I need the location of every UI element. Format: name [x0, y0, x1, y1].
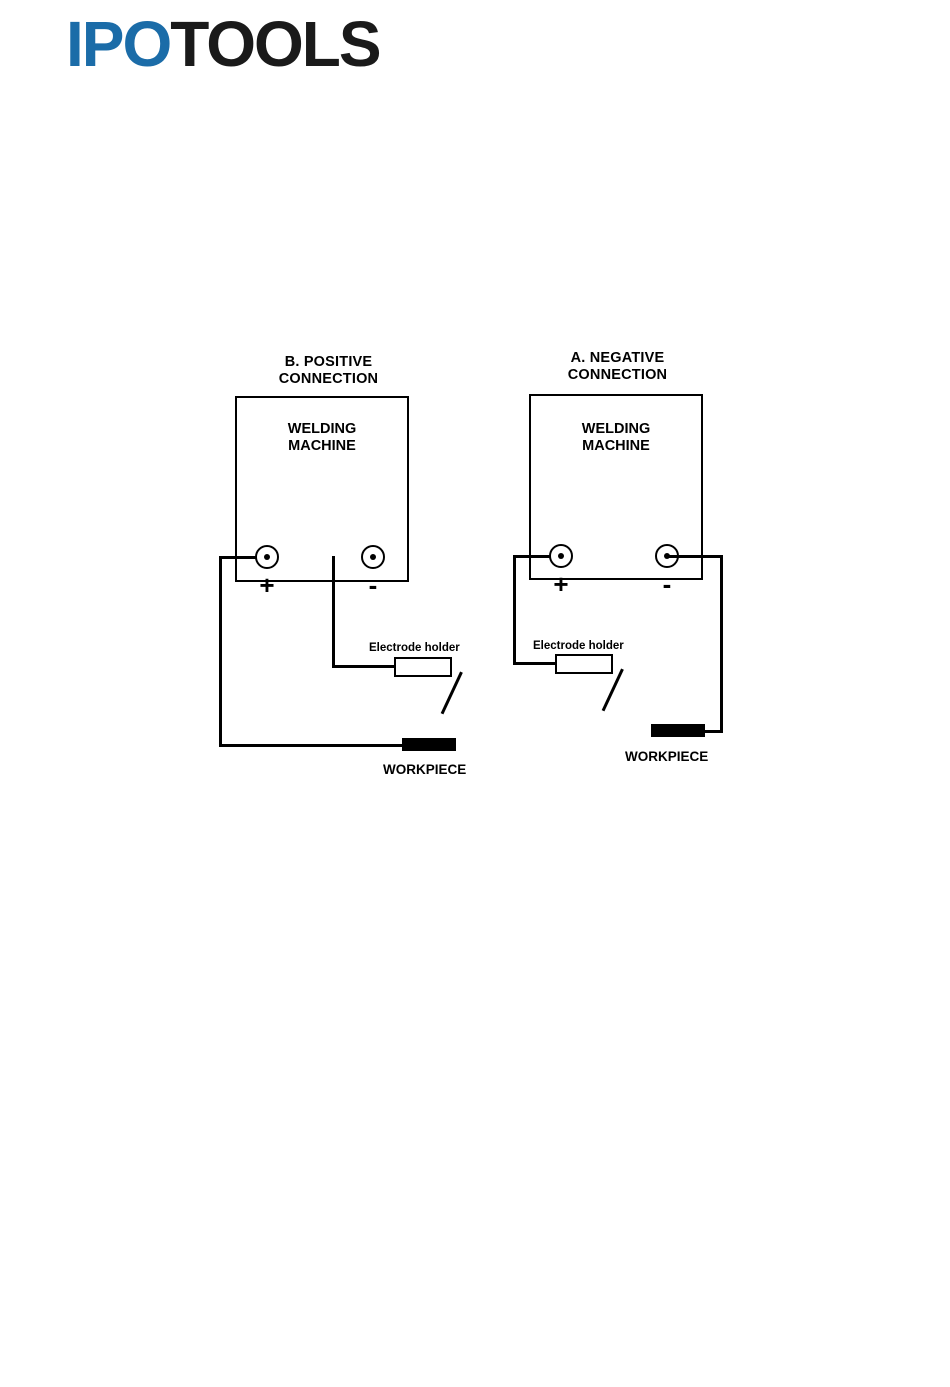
wire-negative-terminal-to-right-panelA [666, 555, 723, 558]
wire-left-vertical-down [219, 556, 222, 747]
terminal-negative-panelB [361, 545, 385, 569]
terminal-plus-sign-panelA: + [553, 569, 569, 599]
workpiece-label-panelA: WORKPIECE [625, 749, 709, 764]
welding-machine-label-negative-line1: WELDING [581, 421, 651, 437]
logo-text-primary: IPO [66, 8, 171, 80]
terminal-positive-panelA [549, 544, 573, 568]
terminal-minus-sign-panelA: - [662, 569, 672, 599]
workpiece-bar-panelB [402, 738, 456, 751]
diagram-panel-negative-connection [473, 332, 762, 789]
brand-logo [66, 8, 380, 80]
panel-caption-positive [184, 354, 473, 388]
welding-machine-label-positive-line1: WELDING [287, 421, 357, 437]
electrode-rod-panelB [441, 671, 463, 714]
electrode-holder-label-panelB: Electrode holder [369, 642, 460, 654]
logo-text-secondary: TOOLS [170, 8, 380, 80]
panel-caption-positive-line2: CONNECTION [278, 371, 379, 387]
electrode-holder-label-panelA: Electrode holder [533, 640, 624, 652]
workpiece-bar-panelA [651, 724, 705, 737]
welding-machine-label-positive-line2: MACHINE [288, 438, 356, 454]
wire-negative-terminal-down [332, 556, 335, 668]
workpiece-label-panelB: WORKPIECE [383, 762, 467, 777]
wire-positive-terminal-down-panelA [513, 555, 516, 665]
wire-right-vertical-down-panelA [720, 555, 723, 732]
wire-to-electrode-holder [332, 665, 396, 668]
wire-positive-terminal-to-left [219, 556, 257, 559]
terminal-minus-sign-panelB: - [368, 570, 378, 600]
panel-caption-negative [473, 350, 762, 384]
wire-bottom-to-workpiece [219, 744, 404, 747]
welding-connection-diagram [184, 332, 762, 789]
panel-caption-positive-line1: B. POSITIVE [284, 354, 373, 370]
electrode-rod-panelA [602, 668, 624, 711]
electrode-holder-body-panelA [555, 654, 613, 674]
welding-machine-label-negative-line2: MACHINE [582, 438, 650, 454]
electrode-holder-body-panelB [394, 657, 452, 677]
terminal-positive-panelB [255, 545, 279, 569]
wire-positive-terminal-to-left-panelA [513, 555, 551, 558]
wire-to-electrode-holder-panelA [513, 662, 557, 665]
panel-caption-negative-line1: A. NEGATIVE [570, 350, 665, 366]
diagram-panel-positive-connection [184, 332, 473, 789]
panel-caption-negative-line2: CONNECTION [567, 367, 668, 383]
terminal-plus-sign-panelB: + [259, 570, 275, 600]
